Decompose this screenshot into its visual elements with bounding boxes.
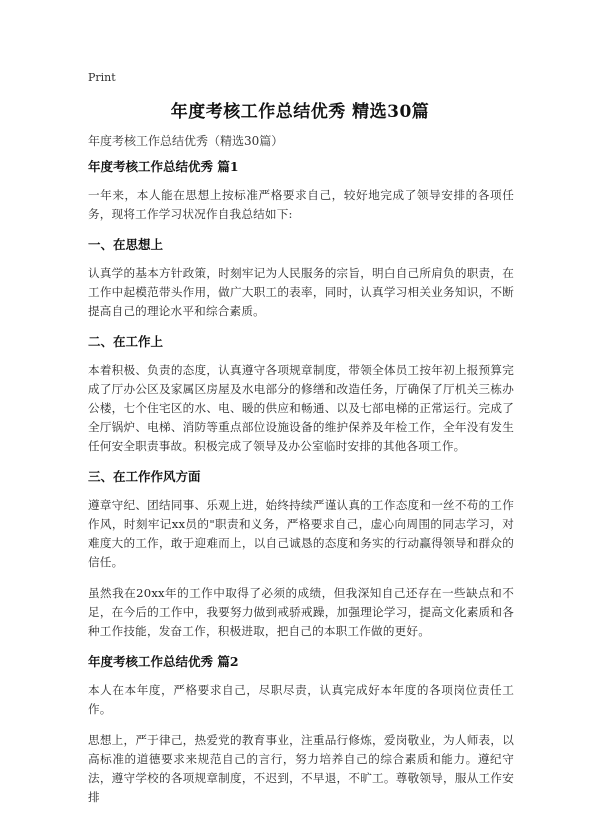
section-heading: 一、在思想上 bbox=[88, 237, 164, 252]
section-heading: 年度考核工作总结优秀 篇1 bbox=[88, 159, 239, 174]
paragraph: 遵章守纪、团结同事、乐观上进，始终持续严谨认真的工作态度和一丝不苟的工作作风，时刻牢记xx员的"职责和义务，严格要求自己，虚心向周围的同志学习，对难度大的工作，敢于迎难而上，以自己诚恳的态度和务实的行动赢得领导和群众的信任。 bbox=[88, 498, 514, 569]
section-heading: 二、在工作上 bbox=[88, 334, 164, 349]
paragraph: 本着积极、负责的态度，认真遵守各项规章制度，带领全体员工按年初上报预算完成了厅办公区及家属区房屋及水电部分的修缮和改造任务，厅确保了厅机关三栋办公楼，七个住宅区的水、电、暖的供应和畅通、以及七部电梯的正常运行。完成了全厅锅炉、电梯、消防等重点部位设施设备的维护保养及年检工作，全年没有发生任何安全职责事故。积极完成了领导及办公室临时安排的其他各项工作。 bbox=[88, 363, 514, 453]
paragraph: 思想上，严于律己，热爱党的教育事业，注重品行修炼，爱岗敬业，为人师表，以高标准的道德要求来规范自己的言行，努力培养自己的综合素质和能力。遵纪守法，遵守学校的各项规章制度，不迟到，不早退，不旷工。尊敬领导，服从工作安排 bbox=[88, 733, 514, 804]
print-label: Print bbox=[88, 71, 116, 84]
section-heading: 年度考核工作总结优秀 篇2 bbox=[88, 654, 239, 669]
page-title: 年度考核工作总结优秀 精选30篇 bbox=[170, 102, 430, 122]
document-subtitle: 年度考核工作总结优秀（精选30篇） bbox=[88, 134, 284, 148]
paragraph: 一年来，本人能在思想上按标准严格要求自己，较好地完成了领导安排的各项任务，现将工作学习状况作自我总结如下: bbox=[88, 188, 514, 221]
paragraph: 本人在本年度，严格要求自己，尽职尽责，认真完成好本年度的各项岗位责任工作。 bbox=[88, 683, 514, 716]
document-body bbox=[88, 132, 514, 819]
paragraph: 虽然我在20xx年的工作中取得了必须的成绩，但我深知自己还存在一些缺点和不足，在今后的工作中，我要努力做到戒骄戒躁，加强理论学习，提高文化素质和各种工作技能，发奋工作，积极进取，把自己的本职工作做的更好。 bbox=[88, 586, 514, 638]
section-heading: 三、在工作作风方面 bbox=[88, 469, 201, 484]
paragraph: 认真学的基本方针政策，时刻牢记为人民服务的宗旨，明白自己所肩负的职责，在工作中起模范带头作用，做广大职工的表率，同时，认真学习相关业务知识，不断提高自己的理论水平和综合素质。 bbox=[88, 266, 514, 318]
